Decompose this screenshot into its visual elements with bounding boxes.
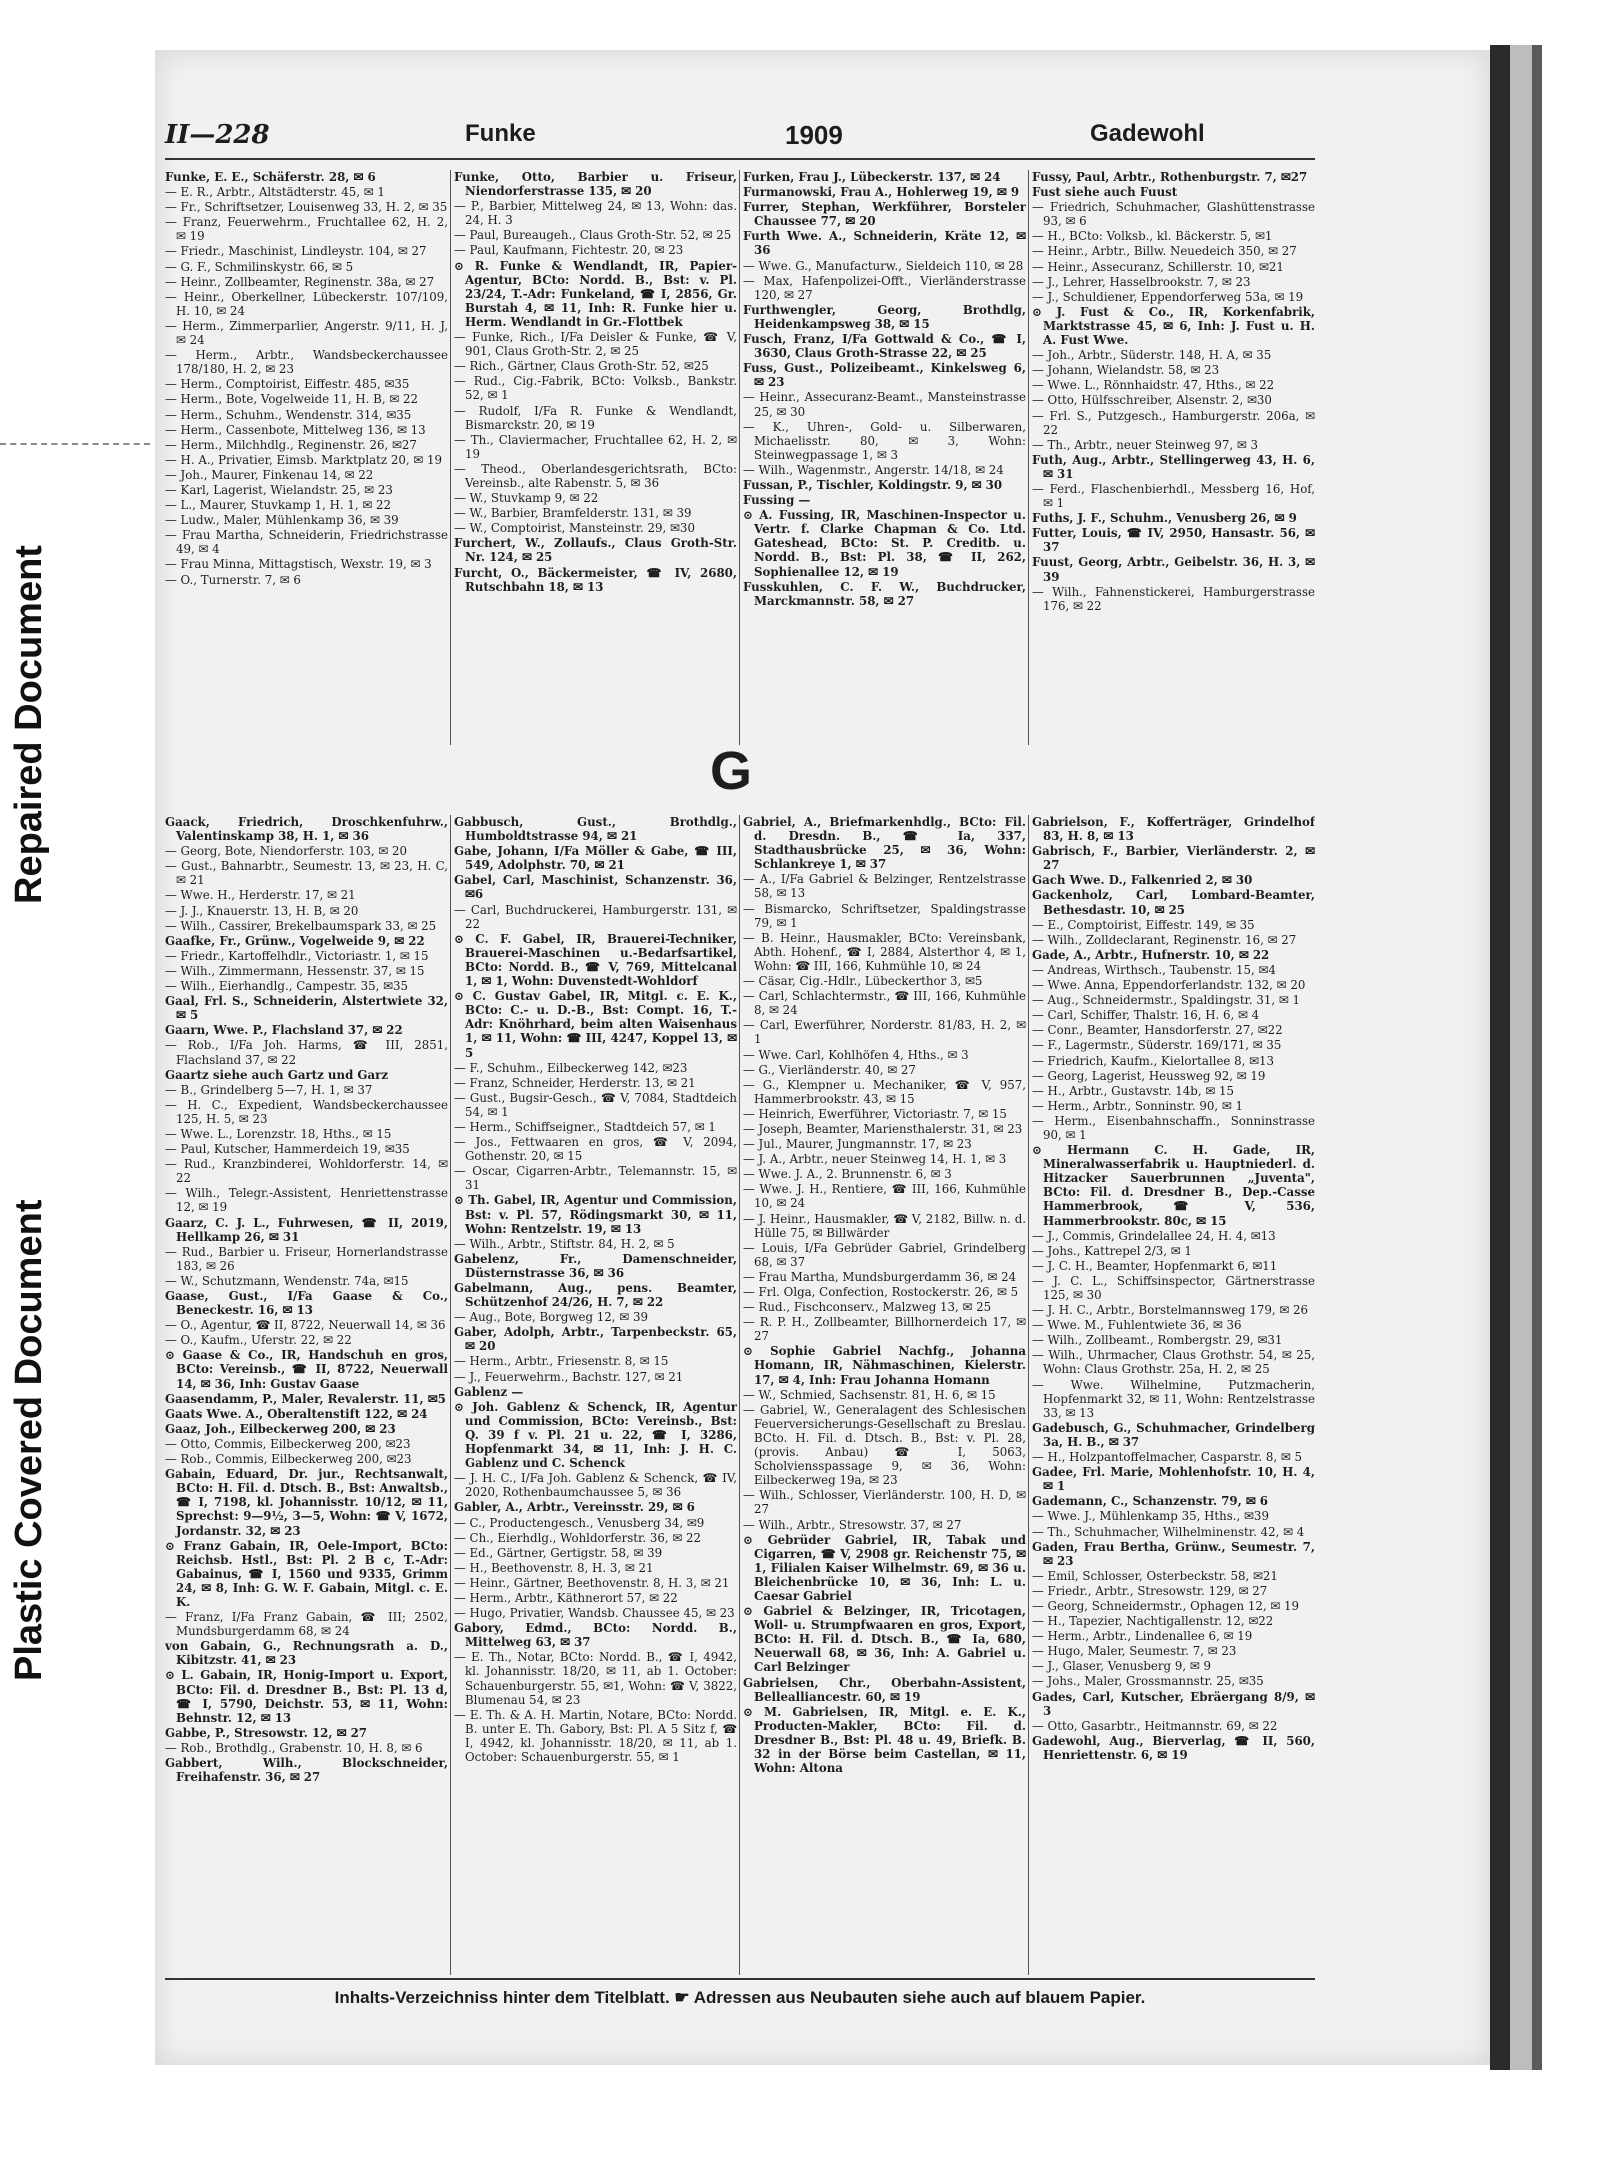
directory-entry: — Otto, Gasarbtr., Heitmannstr. 69, ✉ 22 [1032,1718,1278,1733]
directory-entry: Gabrisch, F., Barbier, Vierländerstr. 2, ✉ 27 [1032,844,1315,873]
directory-entry: — Wilh., Telegr.-Assistent, Henriettenstrasse 12, ✉ 19 [165,1186,448,1215]
directory-entry: — Wilh., Wagenmstr., Angerstr. 14/18, ✉ 24 [743,462,1004,477]
directory-entry: — Wilh., Zollbeamt., Rombergstr. 29, ✉31 [1032,1333,1283,1348]
directory-entry: Funke, E. E., Schäferstr. 28, ✉ 6 [165,170,376,184]
directory-entry: — Rich., Gärtner, Claus Groth-Str. 52, ✉25 [454,359,709,374]
directory-entry: — Heinr., Arbtr., Billw. Neuedeich 350, ✉ 27 [1032,244,1297,259]
directory-entry: — J. C. H., Beamter, Hopfenmarkt 6, ✉11 [1032,1258,1278,1273]
directory-entry: — J., Lehrer, Hasselbrookstr. 7, ✉ 23 [1032,274,1251,289]
directory-entry: — F., Schuhm., Eilbeckerweg 142, ✉23 [454,1060,688,1075]
directory-entry: — Gabriel, W., Generalagent des Schlesischen Feuerversicherungs-Gesellschaft zu Breslau. BCto. H. Fil. d. Dtsch. B., Bst: v. Pl. 28, (provis. Anbau) ☎ I, 5063, Scholviensspassage 9, ✉ 36, Wohn: Eilbeckerweg 19a, ✉ 23 [743,1402,1026,1488]
directory-entry: Fust siehe auch Fuust [1032,185,1178,200]
directory-entry: Futh, Aug., Arbtr., Stellingerweg 43, H. 6, ✉ 31 [1032,452,1315,481]
directory-entry: von Gabain, G., Rechnungsrath a. D., Kibitzstr. 41, ✉ 23 [165,1639,448,1668]
directory-entry: — Wwe. H., Herderstr. 17, ✉ 21 [165,888,356,903]
directory-entry: — J., Schuldiener, Eppendorferweg 53a, ✉ 19 [1032,289,1304,304]
directory-entry: — Wwe. Anna, Eppendorferlandstr. 132, ✉ 20 [1032,978,1306,993]
directory-entry: — Wwe. M., Fuhlentwiete 36, ✉ 36 [1032,1318,1242,1333]
directory-entry: — Ch., Eierhdlg., Wohldorferstr. 36, ✉ 22 [454,1530,702,1545]
directory-entry: Gabe, Johann, I/Fa Möller & Gabe, ☎ III, 549, Adolphstr. 70, ✉ 21 [454,844,737,873]
directory-entry: — Rob., Commis, Eilbeckerweg 200, ✉23 [165,1452,412,1467]
directory-entry: — Wilh., Cassirer, Brekelbaumspark 33, ✉ 25 [165,918,437,933]
directory-entry: — Carl, Buchdruckerei, Hamburgerstr. 131, ✉ 22 [454,902,737,931]
directory-entry: — Frau Martha, Mundsburgerdamm 36, ✉ 24 [743,1269,1017,1284]
directory-entry: — Hugo, Privatier, Wandsb. Chaussee 45, ✉ 23 [454,1606,735,1621]
directory-entry: — Wwe. L., Lorenzstr. 18, Hths., ✉ 15 [165,1126,392,1141]
directory-entry: ⊙ Gaase & Co., IR, Handschuh en gros, BCto: Vereinsb., ☎ II, 8722, Neuerwall 14, ✉ 36, Inh: Gustav Gaase [165,1348,448,1391]
directory-entry: — Wwe. L., Rönnhaidstr. 47, Hths., ✉ 22 [1032,378,1275,393]
directory-entry: — F., Lagermstr., Süderstr. 169/171, ✉ 35 [1032,1038,1282,1053]
directory-entry: — P., Barbier, Mittelweg 24, ✉ 13, Wohn: das. 24, H. 3 [454,199,737,228]
directory-entry: — Louis, I/Fa Gebrüder Gabriel, Grindelberg 68, ✉ 37 [743,1240,1026,1269]
directory-entry: Gaarz, C. J. L., Fuhrwesen, ☎ II, 2019, Hellkamp 26, ✉ 31 [165,1215,448,1244]
directory-entry: — Fr., Schriftsetzer, Louisenweg 33, H. 2, ✉ 35 [165,200,448,215]
directory-entry: — Rob., I/Fa Joh. Harms, ☎ III, 2851, Flachsland 37, ✉ 22 [165,1038,448,1067]
directory-entry: — Ludw., Maler, Mühlenkamp 36, ✉ 39 [165,513,399,528]
directory-entry: — B., Grindelberg 5—7, H. 1, ✉ 37 [165,1082,373,1097]
directory-entry: — Th., Arbtr., neuer Steinweg 97, ✉ 3 [1032,437,1259,452]
directory-entry: — Gust., Bugsir-Gesch., ☎ V, 7084, Stadtdeich 54, ✉ 1 [454,1090,737,1119]
directory-entry: Gabel, Carl, Maschinist, Schanzenstr. 36, ✉6 [454,873,737,902]
directory-entry: — H., Beethovenstr. 8, H. 3, ✉ 21 [454,1560,654,1575]
column-3 [743,170,1026,745]
column-divider [1028,815,1029,1975]
directory-entry: — Wilh., Eierhandlg., Campestr. 35, ✉35 [165,979,409,994]
plastic-covered-label: Plastic Covered Document [8,1199,50,1681]
directory-entry: — E. R., Arbtr., Altstädterstr. 45, ✉ 1 [165,185,385,200]
directory-entry: Gablenz — [454,1384,524,1399]
directory-entry: Fussy, Paul, Arbtr., Rothenburgstr. 7, ✉27 [1032,170,1308,184]
directory-entry: — Wilh., Fahnenstickerei, Hamburgerstrasse 176, ✉ 22 [1032,584,1315,613]
directory-entry: — Aug., Bote, Borgweg 12, ✉ 39 [454,1310,648,1325]
directory-entry: — Wwe. Carl, Kohlhöfen 4, Hths., ✉ 3 [743,1047,969,1062]
directory-entry: Gabrielsen, Chr., Oberbahn-Assistent, Bellealliancestr. 60, ✉ 19 [743,1675,1026,1704]
directory-entry: — Herm., Arbtr., Friesenstr. 8, ✉ 15 [454,1354,669,1369]
directory-entry: — G., Klempner u. Mechaniker, ☎ V, 957, Hammerbrookstr. 43, ✉ 15 [743,1077,1026,1106]
directory-entry: Fuss, Gust., Polizeibeamt., Kinkelsweg 6, ✉ 23 [743,361,1026,390]
directory-entry: — H., Holzpantoffelmacher, Casparstr. 8, ✉ 5 [1032,1450,1302,1465]
directory-entry: — H., Tapezier, Nachtigallenstr. 12, ✉22 [1032,1614,1274,1629]
directory-entry: Furth Wwe. A., Schneiderin, Kräte 12, ✉ 36 [743,229,1026,258]
directory-entry: ⊙ A. Fussing, IR, Maschinen-Inspector u. Vertr. f. Clarke Chapman & Co. Ltd. Gateshead, BCto: St. P. Creditb. u. Nordd. B., Bst: Pl. 38, ☎ II, 262, Sophienallee 12, ✉ 19 [743,508,1026,579]
directory-entry: — Rud., Kranzbinderei, Wohldorferstr. 14, ✉ 22 [165,1157,448,1186]
directory-entry: — O., Kaufm., Uferstr. 22, ✉ 22 [165,1333,352,1348]
directory-entry: — Frl. Olga, Confection, Rostockerstr. 26, ✉ 5 [743,1285,1019,1299]
directory-entry: Furchert, W., Zollaufs., Claus Groth-Str. Nr. 124, ✉ 25 [454,536,737,565]
column-divider [450,815,451,1975]
directory-entry: — Cäsar, Cig.-Hdlr., Lübeckerthor 3, ✉5 [743,974,983,989]
directory-entry: Gaafke, Fr., Grünw., Vogelweide 9, ✉ 22 [165,933,425,948]
directory-entry: — Wwe. Wilhelmine, Putzmacherin, Hopfenmarkt 32, ✉ 11, Wohn: Rentzelstrasse 33, ✉ 13 [1032,1377,1315,1420]
directory-entry: — Friedrich, Kaufm., Kielortallee 8, ✉13 [1032,1053,1275,1068]
directory-entry: — Rud., Cig.-Fabrik, BCto: Volksb., Bankstr. 52, ✉ 1 [454,374,737,403]
directory-entry: — J. C. L., Schiffsinspector, Gärtnerstrasse 125, ✉ 30 [1032,1273,1315,1302]
directory-entry: Gaartz siehe auch Gartz und Garz [165,1067,389,1082]
directory-entry: — Rudolf, I/Fa R. Funke & Wendlandt, Bismarckstr. 20, ✉ 19 [454,403,737,432]
directory-entry: Gade, A., Arbtr., Hufnerstr. 10, ✉ 22 [1032,947,1270,962]
directory-entry: Gaats Wwe. A., Oberaltenstift 122, ✉ 24 [165,1406,428,1421]
directory-entry: Furcht, O., Bäckermeister, ☎ IV, 2680, Rutschbahn 18, ✉ 13 [454,565,737,594]
directory-entry: — Wilh., Zolldeclarant, Reginenstr. 16, ✉ 27 [1032,932,1297,947]
directory-entry: — G., Vierländerstr. 40, ✉ 27 [743,1062,916,1077]
directory-entry: — Heinr., Assecuranz-Beamt., Mansteinstrasse 25, ✉ 30 [743,390,1026,419]
directory-entry: — E., Comptoirist, Eiffestr. 149, ✉ 35 [1032,917,1255,932]
directory-entry: — Heinr., Assecuranz, Schillerstr. 10, ✉21 [1032,259,1284,274]
directory-entry: Furthwengler, Georg, Brothdlg, Heidenkampsweg 38, ✉ 15 [743,302,1026,331]
repaired-document-label: Repaired Document [8,545,50,905]
directory-entry: — C., Productengesch., Venusberg 34, ✉9 [454,1515,705,1530]
column-1 [165,170,448,745]
divider-dashed [0,443,150,445]
directory-entry: — Herm., Arbtr., Käthnerort 57, ✉ 22 [454,1590,678,1605]
directory-entry: — Franz, Feuerwehrm., Fruchtallee 62, H. 2, ✉ 19 [165,215,448,244]
directory-entry: Furmanowski, Frau A., Hohlerweg 19, ✉ 9 [743,185,1020,200]
directory-entry: — Ferd., Flaschenbierhdl., Messberg 16, Hof, ✉ 1 [1032,481,1315,511]
directory-entry: Gabelmann, Aug., pens. Beamter, Schützenhof 24/26, H. 7, ✉ 22 [454,1281,737,1310]
directory-entry: — Herm., Zimmerparlier, Angerstr. 9/11, H. J, ✉ 24 [165,318,448,348]
directory-entry: — Wwe. J. A., 2. Brunnenstr. 6, ✉ 3 [743,1167,952,1182]
directory-entry: — E. Th., Notar, BCto: Nordd. B., ☎ I, 4942, kl. Johannisstr. 18/20, ✉ 11, ab 1. October: Schauenburgerstr. 55, ✉1, Wohn: ☎ V, 3822, Blumenau 54, ✉ 23 [454,1650,737,1707]
directory-entry: — Jul., Maurer, Jungmannstr. 17, ✉ 23 [743,1137,972,1152]
directory-entry: — Georg, Bote, Niendorferstr. 103, ✉ 20 [165,844,407,859]
directory-entry: — Bismarcko, Schriftsetzer, Spaldingstrasse 79, ✉ 1 [743,901,1026,930]
directory-entry: — Friedr., Arbtr., Stresowstr. 129, ✉ 27 [1032,1583,1268,1598]
section-f-entries [165,170,1315,745]
directory-entry: — Jos., Fettwaaren en gros, ☎ V, 2094, Gothenstr. 20, ✉ 15 [454,1135,737,1164]
directory-entry: — Heinr., Oberkellner, Lübeckerstr. 107/109, H. 10, ✉ 24 [165,289,448,318]
directory-entry: — Herm., Arbtr., Sonninstr. 90, ✉ 1 [1032,1098,1243,1113]
directory-entry: Gackenholz, Carl, Lombard-Beamter, Bethesdastr. 10, ✉ 25 [1032,888,1315,917]
section-g-entries [165,815,1315,1975]
directory-entry: Gabory, Edmd., BCto: Nordd. B., Mittelweg 63, ✉ 37 [454,1621,737,1650]
directory-entry: Gaaz, Joh., Eilbeckerweg 200, ✉ 23 [165,1421,396,1436]
directory-entry: Gabriel, A., Briefmarkenhdlg., BCto: Fil. d. Dresdn. B., ☎ Ia, 337, Stadthausbrücke 25, ✉ 36, Wohn: Schlankreye 1, ✉ 37 [743,815,1026,872]
directory-entry: Gabbusch, Gust., Brothdlg., Humboldtstrasse 94, ✉ 21 [454,815,737,844]
directory-entry: — Georg, Lagerist, Heussweg 92, ✉ 19 [1032,1068,1266,1083]
directory-entry: — B. Heinr., Hausmakler, BCto: Vereinsbank, Abth. Hohenf., ☎ I, 2884, Alsterthor 4, ✉ 1, Wohn: ☎ III, 166, Kuhmühle 10, ✉ 24 [743,930,1026,973]
directory-entry: — J. Heinr., Hausmakler, ☎ V, 2182, Billw. n. d. Hülle 75, ✉ Billwärder [743,1211,1026,1240]
directory-entry: — Joh., Maurer, Finkenau 14, ✉ 22 [165,467,374,482]
directory-entry: — Friedrich, Schuhmacher, Glashüttenstrasse 93, ✉ 6 [1032,200,1315,229]
directory-entry: — O., Agentur, ☎ II, 8722, Neuerwall 14, ✉ 36 [165,1318,446,1333]
header-year: 1909 [785,120,843,150]
directory-entry: — Friedr., Maschinist, Lindleystr. 104, ✉ 27 [165,244,427,259]
directory-entry: ⊙ C. Gustav Gabel, IR, Mitgl. c. E. K., BCto: C.- u. D.-B., Bst: Compt. 16, T.-Adr: Knöhrhard, beim alten Waisenhaus 1, ✉ 11, Wohn: ☎ III, 4247, Koppel 13, ✉ 5 [454,989,737,1060]
directory-entry: — Andreas, Wirthsch., Taubenstr. 15, ✉4 [1032,962,1276,977]
column-divider [739,170,740,745]
directory-entry: — J. H. C., Arbtr., Borstelmannsweg 179, ✉ 26 [1032,1303,1309,1318]
directory-entry: ⊙ Gebrüder Gabriel, IR, Tabak und Cigarren, ☎ V, 2908 gr. Reichenstr 75, ✉ 1, Filialen Kaiser Wilhelmstr. 69, ✉ 36 u. Bleichenbrücke 10, ✉ 36, Inh: L. u. Caesar Gabriel [743,1532,1026,1603]
directory-entry: Gabbert, Wilh., Blockschneider, Freihafenstr. 36, ✉ 27 [165,1756,448,1785]
directory-entry: ⊙ R. Funke & Wendlandt, IR, Papier-Agentur, BCto: Nordd. B., Bst: v. Pl. 23/24, T.-Adr: Funkeland, ☎ I, 2856, Gr. Burstah 4, ✉ 11, Inh: R. Funke hier u. Herm. Wendlandt in Gr.-Flottbek [454,258,737,329]
directory-entry: Gaarn, Wwe. P., Flachsland 37, ✉ 22 [165,1023,403,1038]
directory-entry: ⊙ Gabriel & Belzinger, IR, Tricotagen, Woll- u. Strumpfwaaren en gros, Export, BCto: H. Fil. d. Dtsch. B., ☎ Ia, 680, Neuerwall 68, ✉ 36, Inh: A. Gabriel u. Carl Belzinger [743,1604,1026,1675]
directory-entry: — Paul, Kutscher, Hammerdeich 19, ✉35 [165,1142,410,1157]
directory-entry: — Joseph, Beamter, Mariensthalerstr. 31, ✉ 23 [743,1121,1023,1136]
directory-entry: Gabbe, P., Stresowstr. 12, ✉ 27 [165,1725,368,1740]
directory-entry: — Wilh., Uhrmacher, Claus Grothstr. 54, ✉ 25, Wohn: Claus Grothstr. 25a, H. 2, ✉ 25 [1032,1348,1315,1377]
directory-entry: Gabrielson, F., Kofferträger, Grindelhof 83, H. 8, ✉ 13 [1032,815,1315,844]
directory-entry: Funke, Otto, Barbier u. Friseur, Niendorferstrasse 135, ✉ 20 [454,170,737,199]
scanned-directory-page [155,50,1490,2065]
binding-edge [1532,45,1542,2070]
directory-entry: Fussan, P., Tischler, Koldingstr. 9, ✉ 30 [743,477,1003,492]
column-2 [454,815,737,1975]
directory-entry: — Wilh., Schlosser, Vierländerstr. 100, H. D, ✉ 27 [743,1488,1026,1517]
header-first-entry: Funke [465,120,536,147]
directory-entry: Fusch, Franz, I/Fa Gottwald & Co., ☎ I, 3630, Claus Groth-Strasse 22, ✉ 25 [743,332,1026,361]
directory-entry: — Herm., Cassenbote, Mittelweg 136, ✉ 13 [165,422,426,437]
directory-entry: ⊙ M. Gabrielsen, IR, Mitgl. e. E. K., Producten-Makler, BCto: Fil. d. Dresdner B., Bst: Pl. 48 u. 49, Briefk. B. 32 in der Börse beim Castellan, ✉ 11, Wohn: Altona [743,1704,1026,1776]
directory-entry: — Hugo, Maler, Seumestr. 7, ✉ 23 [1032,1644,1237,1659]
directory-entry: — H. C., Expedient, Wandsbeckerchaussee 125, H. 5, ✉ 23 [165,1097,448,1126]
directory-entry: — Otto, Commis, Eilbeckerweg 200, ✉23 [165,1436,411,1451]
directory-entry: — W., Comptoirist, Mansteinstr. 29, ✉30 [454,521,695,536]
directory-entry: — J., Feuerwehrm., Bachstr. 127, ✉ 21 [454,1369,684,1384]
directory-entry: — Ed., Gärtner, Gertigstr. 58, ✉ 39 [454,1545,663,1560]
directory-entry: — H., BCto: Volksb., kl. Bäckerstr. 5, ✉1 [1032,229,1273,244]
directory-entry: — Rud., Barbier u. Friseur, Hornerlandstrasse 183, ✉ 26 [165,1244,448,1273]
directory-entry: — Herm., Arbtr., Lindenallee 6, ✉ 19 [1032,1629,1253,1644]
directory-entry: Futter, Louis, ☎ IV, 2950, Hansastr. 56, ✉ 37 [1032,526,1315,555]
directory-entry: — Wilh., Arbtr., Stiftstr. 84, H. 2, ✉ 5 [454,1236,675,1251]
header-rule [165,158,1315,160]
directory-entry: — Emil, Schlosser, Osterbeckstr. 58, ✉21 [1032,1568,1278,1583]
directory-entry: — Herm., Eisenbahnschaffn., Sonninstrasse 90, ✉ 1 [1032,1113,1315,1142]
directory-entry: — A., I/Fa Gabriel & Belzinger, Rentzelstrasse 58, ✉ 13 [743,872,1026,901]
directory-entry: — Herm., Schuhm., Wendenstr. 314, ✉35 [165,407,412,422]
directory-entry: — Herm., Bote, Vogelweide 11, H. B, ✉ 22 [165,392,418,407]
directory-entry: — J. H. C., I/Fa Joh. Gablenz & Schenck, ☎ IV, 2020, Rothenbaumchaussee 5, ✉ 36 [454,1471,737,1500]
directory-entry: — Friedr., Kartoffelhdlr., Victoriastr. 1, ✉ 15 [165,948,429,963]
directory-entry: — J. A., Arbtr., neuer Steinweg 14, H. 1, ✉ 3 [743,1152,1007,1167]
directory-entry: — Conr., Beamter, Hansdorferstr. 27, ✉22 [1032,1023,1283,1038]
directory-entry: — R. P. H., Zollbeamter, Billhornerdeich 17, ✉ 27 [743,1315,1026,1344]
directory-entry: — J., Commis, Grindelallee 24, H. 4, ✉13 [1032,1228,1276,1243]
directory-entry: — W., Barbier, Bramfelderstr. 131, ✉ 39 [454,506,692,521]
directory-entry: — H., Arbtr., Gustavstr. 14b, ✉ 15 [1032,1083,1234,1098]
directory-entry: — Aug., Schneidermstr., Spaldingstr. 31, ✉ 1 [1032,993,1301,1008]
directory-entry: — Th., Claviermacher, Fruchtallee 62, H. 2, ✉ 19 [454,432,737,461]
binding-edge [1510,45,1532,2070]
directory-entry: — Paul, Kaufmann, Fichtestr. 20, ✉ 23 [454,243,684,258]
directory-entry: Gadebusch, G., Schuhmacher, Grindelberg 3a, H. B., ✉ 37 [1032,1420,1315,1449]
section-letter: G [710,741,753,801]
column-4 [1032,815,1315,1975]
directory-entry: — Frau Martha, Schneiderin, Friedrichstrasse 49, ✉ 4 [165,528,448,557]
directory-entry: — Franz, Schneider, Herderstr. 13, ✉ 21 [454,1075,696,1090]
header-last-entry: Gadewohl [1090,120,1205,147]
directory-entry: — G. F., Schmilinskystr. 66, ✉ 5 [165,259,354,274]
directory-entry: Gadee, Frl. Marie, Mohlenhofstr. 10, H. 4, ✉ 1 [1032,1465,1315,1494]
directory-entry: — J., Glaser, Venusberg 9, ✉ 9 [1032,1659,1212,1674]
directory-entry: — Paul, Bureaugeh., Claus Groth-Str. 52, ✉ 25 [454,228,732,243]
directory-entry: Gades, Carl, Kutscher, Ebräergang 8/9, ✉ 3 [1032,1689,1315,1718]
directory-entry: ⊙ C. F. Gabel, IR, Brauerei-Techniker, Brauerei-Maschinen u.-Bedarfsartikel, BCto: Nordd. B., ☎ V, 769, Mittelcanal 1, ✉ 1, Wohn: Duvenstedt-Wohldorf [454,931,737,989]
directory-entry: Fuths, J. F., Schuhm., Venusberg 26, ✉ 9 [1032,511,1297,526]
directory-entry: — Wwe. J., Mühlenkamp 35, Hths., ✉39 [1032,1509,1269,1524]
directory-entry: Furken, Frau J., Lübeckerstr. 137, ✉ 24 [743,170,1001,184]
directory-entry: — Funke, Rich., I/Fa Deisler & Funke, ☎ V, 901, Claus Groth-Str. 2, ✉ 25 [454,330,737,359]
directory-entry: Gaase, Gust., I/Fa Gaase & Co., Beneckestr. 16, ✉ 13 [165,1289,448,1318]
directory-entry: — Herm., Schiffseigner., Stadtdeich 57, ✉ 1 [454,1119,716,1134]
directory-entry: — Heinr., Zollbeamter, Reginenstr. 38a, ✉ 27 [165,274,435,289]
column-divider [739,815,740,1975]
directory-entry: Furrer, Stephan, Werkführer, Borsteler Chaussee 77, ✉ 20 [743,200,1026,229]
directory-entry: — Theod., Oberlandesgerichtsrath, BCto: Vereinsb., alte Rabenstr. 5, ✉ 36 [454,461,737,490]
directory-entry: — L., Maurer, Stuvkamp 1, H. 1, ✉ 22 [165,498,392,513]
directory-entry: Gabain, Eduard, Dr. jur., Rechtsanwalt, BCto: H. Fil. d. Dtsch. B., Bst: Anwaltsb., ☎ I, 7198, kl. Johannisstr. 10/12, ✉ 11, Sprechst: 9—9½, 3—5, Wohn: ☎ V, 1672, Jordanstr. 32, ✉ 23 [165,1467,448,1538]
column-2 [454,170,737,745]
directory-entry: — E. Th. & A. H. Martin, Notare, BCto: Nordd. B. unter E. Th. Gabory, Bst: Pl. A 5 Sitz f, ☎ I, 4942, kl. Johannisstr. 18/20, ✉ 11, ab 1. October: Schauenburgerstr. 55, ✉ 1 [454,1707,737,1764]
column-1 [165,815,448,1975]
directory-entry: ⊙ J. Fust & Co., IR, Korkenfabrik, Marktstrasse 45, ✉ 6, Inh: J. Fust u. H. A. Fust Wwe. [1032,304,1315,348]
directory-entry: — W., Schutzmann, Wendenstr. 74a, ✉15 [165,1273,409,1288]
directory-entry: — Franz, I/Fa Franz Gabain, ☎ III; 2502, Mundsburgerdamm 68, ✉ 24 [165,1610,448,1639]
page-footer: Inhalts-Verzeichniss hinter dem Titelblatt. ☛ Adressen aus Neubauten siehe auch auf blauem Papier. [334,1988,1146,2007]
directory-entry: — Carl, Schiffer, Thalstr. 16, H. 6, ✉ 4 [1032,1008,1260,1023]
directory-entry: — Heinrich, Ewerführer, Victoriastr. 7, ✉ 15 [743,1106,1007,1121]
directory-entry: Gaber, Adolph, Arbtr., Tarpenbeckstr. 65, ✉ 20 [454,1325,737,1354]
directory-entry: ⊙ Hermann C. H. Gade, IR, Mineralwasserfabrik u. Hauptniederl. d. Hitzacker Sauerbrunnen „Juventa", BCto: Fil. d. Dresdner B., Dep.-Casse Hammerbrook, ☎ V, 536, Hammerbrookstr. 80c, ✉ 15 [1032,1143,1315,1228]
directory-entry: — Frau Minna, Mittagstisch, Wexstr. 19, ✉ 3 [165,557,432,572]
directory-entry: Gadewohl, Aug., Bierverlag, ☎ II, 560, Henriettenstr. 6, ✉ 19 [1032,1733,1315,1762]
directory-entry: — Wwe. G., Manufacturw., Sieldeich 110, ✉ 28 [743,258,1024,273]
directory-entry: — J. J., Knauerstr. 13, H. B, ✉ 20 [165,903,359,918]
page-number: II—228 [165,120,270,150]
directory-entry: ⊙ Franz Gabain, IR, Oele-Import, BCto: Reichsb. Hstl., Bst: Pl. 2 B c, T.-Adr: Gabainus, ☎ I, 1560 und 9335, Grimm 24, ✉ 8, Inh: G. W. F. Gabain, Mitgl. c. E. K. [165,1538,448,1609]
column-divider [450,170,451,745]
directory-entry: — Johs., Maler, Grossmannstr. 25, ✉35 [1032,1674,1264,1689]
directory-entry: — Rob., Brothdlg., Grabenstr. 10, H. 8, ✉ 6 [165,1740,423,1755]
directory-entry: — Georg, Schneidermstr., Ophagen 12, ✉ 19 [1032,1598,1300,1613]
directory-entry: — Carl, Schlachtermstr., ☎ III, 166, Kuhmühle 8, ✉ 24 [743,989,1026,1018]
directory-entry: — Herm., Milchhdlg., Reginenstr. 26, ✉27 [165,437,417,452]
directory-entry: — Herm., Comptoirist, Eiffestr. 485, ✉35 [165,377,410,392]
directory-entry: ⊙ Joh. Gablenz & Schenck, IR, Agentur und Commission, BCto: Vereinsb., Bst: Q. 39 f v. Pl. 21 u. 22, ☎ I, 3286, Hopfenmarkt 34, ✉ 11, Inh: J. H. C. Gablenz und C. Schenck [454,1399,737,1471]
directory-entry: — Gust., Bahnarbtr., Seumestr. 13, ✉ 23, H. C, ✉ 21 [165,859,448,888]
directory-entry: — Johann, Wielandstr. 58, ✉ 23 [1032,363,1220,378]
directory-entry: — Wwe. J. H., Rentiere, ☎ III, 166, Kuhmühle 10, ✉ 24 [743,1182,1026,1211]
directory-entry: — Wilh., Zimmermann, Hessenstr. 37, ✉ 15 [165,963,425,978]
directory-entry: Gademann, C., Schanzenstr. 79, ✉ 6 [1032,1494,1269,1509]
directory-entry: — Joh., Arbtr., Süderstr. 148, H. A, ✉ 35 [1032,348,1272,363]
directory-entry: ⊙ Sophie Gabriel Nachfg., Johanna Homann, IR, Nähmaschinen, Kielerstr. 17, ✉ 4, Inh: Frau Johanna Homann [743,1344,1026,1387]
column-divider [1028,170,1029,745]
directory-entry: — W., Stuvkamp 9, ✉ 22 [454,491,599,506]
directory-entry: Gaack, Friedrich, Droschkenfuhrw., Valentinskamp 38, H. 1, ✉ 36 [165,815,448,844]
directory-entry: — Max, Hafenpolizei-Offt., Vierländerstrasse 120, ✉ 27 [743,273,1026,302]
column-3 [743,815,1026,1975]
directory-entry: Gach Wwe. D., Falkenried 2, ✉ 30 [1032,873,1253,888]
directory-entry: Gaal, Frl. S., Schneiderin, Alstertwiete 32, ✉ 5 [165,994,448,1023]
directory-entry: Gabler, A., Arbtr., Vereinsstr. 29, ✉ 6 [454,1500,695,1515]
directory-entry: — Rud., Fischconserv., Malzweg 13, ✉ 25 [743,1300,992,1315]
directory-entry: — Oscar, Cigarren-Arbtr., Telemannstr. 15, ✉ 31 [454,1164,737,1193]
directory-entry: Fussing — [743,493,811,508]
page-header [165,120,1315,160]
directory-entry: — Heinr., Gärtner, Beethovenstr. 8, H. 3, ✉ 21 [454,1575,730,1590]
directory-entry: — K., Uhren-, Gold- u. Silberwaren, Michaelisstr. 80, ✉ 3, Wohn: Steinwegpassage 1, ✉ 3 [743,419,1026,462]
directory-entry: Gaden, Frau Bertha, Grünw., Seumestr. 7, ✉ 23 [1032,1539,1315,1568]
binding-edge [1490,45,1510,2070]
directory-entry: Gabelenz, Fr., Damenschneider, Düsternstrasse 36, ✉ 36 [454,1251,737,1280]
directory-entry: ⊙ L. Gabain, IR, Honig-Import u. Export, BCto: Fil. d. Dresdner B., Bst: Pl. 13 d, ☎ I, 5790, Deichstr. 53, ✉ 11, Wohn: Behnstr. 12, ✉ 13 [165,1668,448,1725]
directory-entry: — O., Turnerstr. 7, ✉ 6 [165,572,301,587]
directory-entry: ⊙ Th. Gabel, IR, Agentur und Commission, Bst: v. Pl. 57, Rödingsmarkt 30, ✉ 11, Wohn: Rentzelstr. 19, ✉ 13 [454,1193,737,1236]
directory-entry: — Frl. S., Putzgesch., Hamburgerstr. 206a, ✉ 22 [1032,408,1315,437]
directory-entry: — H. A., Privatier, Eimsb. Marktplatz 20, ✉ 19 [165,452,443,467]
directory-entry: — Carl, Ewerführer, Norderstr. 81/83, H. 2, ✉ 1 [743,1018,1026,1047]
directory-entry: — Th., Schuhmacher, Wilhelminenstr. 42, ✉ 4 [1032,1524,1305,1539]
footer-rule [165,1978,1315,1980]
directory-entry: — Herm., Arbtr., Wandsbeckerchaussee 178/180, H. 2, ✉ 23 [165,348,448,377]
directory-entry: — W., Schmied, Sachsenstr. 81, H. 6, ✉ 15 [743,1387,996,1402]
directory-entry: — Otto, Hülfsschreiber, Alsenstr. 2, ✉30 [1032,393,1272,408]
directory-entry: Fusskuhlen, C. F. W., Buchdrucker, Marckmannstr. 58, ✉ 27 [743,579,1026,608]
directory-entry: — Johs., Kattrepel 2/3, ✉ 1 [1032,1243,1192,1258]
directory-entry: Fuust, Georg, Arbtr., Geibelstr. 36, H. 3, ✉ 39 [1032,555,1315,584]
directory-entry: — Wilh., Arbtr., Stresowstr. 37, ✉ 27 [743,1517,962,1532]
margin-labels [0,0,155,2177]
column-4 [1032,170,1315,745]
directory-entry: — Karl, Lagerist, Wielandstr. 25, ✉ 23 [165,482,393,497]
directory-entry: Gaasendamm, P., Maler, Revalerstr. 11, ✉5 [165,1391,446,1406]
